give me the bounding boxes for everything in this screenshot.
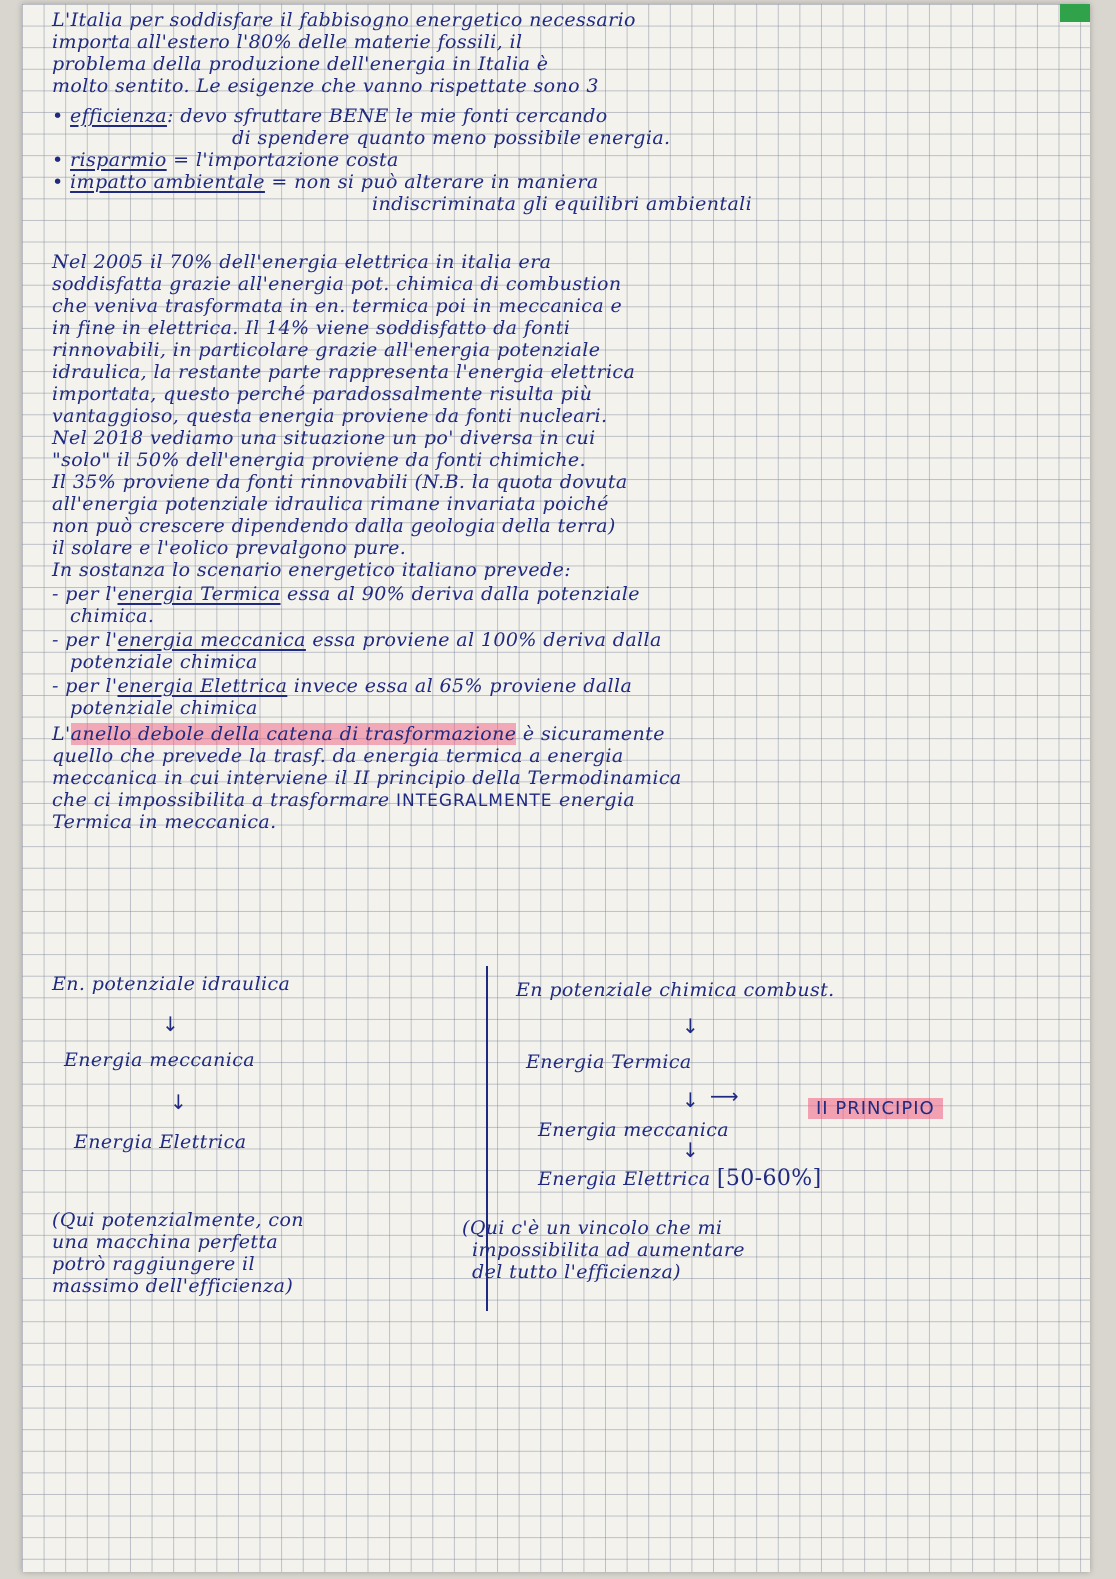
left-note-line-3: potrò raggiungere il [52,1253,256,1275]
p2005-line-4: in fine in elettrica. Il 14% viene soddisfatto da fonti [52,317,571,339]
p2005-line-3: che veniva trasformata in en. termica poi in meccanica e [52,295,623,317]
left-chain-top: En. potenziale idraulica [52,973,291,995]
bullet-meccanica: - per l'energia meccanica essa proviene al 100% deriva dalla [52,629,662,651]
bullet-termica-cont: chimica. [70,605,155,627]
left-note-line-1: (Qui potenzialmente, con [52,1209,304,1231]
bullet-elettrica: - per l'energia Elettrica invece essa al 65% proviene dalla [52,675,633,697]
weak-link-line-3: meccanica in cui interviene il II principio della Termodinamica [52,767,682,789]
left-note-line-2: una macchina perfetta [52,1231,279,1253]
p2005-line-2: soddisfatta grazie all'energia pot. chimica di combustion [52,273,622,295]
need-efficienza-cont: di spendere quanto meno possibile energia. [232,127,671,149]
p2005-line-8: vantaggioso, questa energia proviene da fonti nucleari. [52,405,608,427]
weak-link-line-1: L'anello debole della catena di trasformazione è sicuramente [52,723,665,745]
principio-label: II PRINCIPIO [808,1098,943,1119]
left-note-line-4: massimo dell'efficienza) [52,1275,294,1297]
p2005-line-11: Il 35% proviene da fonti rinnovabili (N.B. la quota dovuta [52,471,628,493]
left-chain-bottom: Energia Elettrica [74,1131,247,1153]
right-arrow-down-icon-2: ↓ [682,1088,699,1112]
p2005-line-6: idraulica, la restante parte rappresenta l'energia elettrica [52,361,636,383]
intro-line-1: L'Italia per soddisfare il fabbisogno energetico necessario [52,9,636,31]
intro-line-2: importa all'estero l'80% delle materie fossili, il [52,31,523,53]
bullet-elettrica-cont: potenziale chimica [70,697,258,719]
p2005-line-7: importata, questo perché paradossalmente risulta più [52,383,593,405]
right-arrow-icon: ⟶ [710,1084,739,1108]
need-risparmio: • risparmio = l'importazione costa [52,149,399,171]
bullet-meccanica-cont: potenziale chimica [70,651,258,673]
right-chain-step1: Energia Termica [526,1051,692,1073]
efficiency-range: [50-60%] [716,1166,822,1191]
weak-link-highlight: anello debole della catena di trasformazione [70,723,517,745]
p2005-line-10: "solo" il 50% dell'energia proviene da fonti chimiche. [52,449,586,471]
need-impatto-cont: indiscriminata gli equilibri ambientali [372,193,753,215]
right-chain-step2: Energia meccanica [538,1119,729,1141]
need-efficienza: • efficienza: devo sfruttare BENE le mie fonti cercando [52,105,608,127]
intro-line-3: problema della produzione dell'energia in Italia è [52,53,549,75]
right-chain-step3: Energia Elettrica [50-60%] [538,1166,822,1191]
left-arrow-down-icon: ↓ [162,1012,179,1036]
p2005-line-14: il solare e l'eolico prevalgono pure. [52,537,407,559]
right-note-line-1: (Qui c'è un vincolo che mi [462,1217,723,1239]
need-impatto: • impatto ambientale = non si può alterare in maniera [52,171,599,193]
p2005-line-15: In sostanza lo scenario energetico italiano prevede: [52,559,572,581]
weak-link-line-5: Termica in meccanica. [52,811,277,833]
left-chain-mid: Energia meccanica [64,1049,255,1071]
p2005-line-12: all'energia potenziale idraulica rimane invariata poiché [52,493,609,515]
right-chain-top: En potenziale chimica combust. [516,979,835,1001]
p2005-line-13: non può crescere dipendendo dalla geologia della terra) [52,515,616,537]
right-arrow-down-icon: ↓ [682,1014,699,1038]
right-note-line-2: impossibilita ad aumentare [472,1239,745,1261]
p2005-line-9: Nel 2018 vediamo una situazione un po' diversa in cui [52,427,596,449]
weak-link-line-4: che ci impossibilita a trasformare INTEGRALMENTE energia [52,789,636,811]
p2005-line-1: Nel 2005 il 70% dell'energia elettrica in italia era [52,251,552,273]
right-note-line-3: del tutto l'efficienza) [472,1261,681,1283]
weak-link-line-2: quello che prevede la trasf. da energia termica a energia [52,745,624,767]
intro-line-4: molto sentito. Le esigenze che vanno rispettate sono 3 [52,75,599,97]
right-arrow-down-icon-3: ↓ [682,1138,699,1162]
left-arrow-down-icon-2: ↓ [170,1090,187,1114]
corner-logo [1060,4,1090,22]
notebook-page [22,4,1090,1572]
bullet-termica: - per l'energia Termica essa al 90% deriva dalla potenziale [52,583,640,605]
p2005-line-5: rinnovabili, in particolare grazie all'energia potenziale [52,339,601,361]
